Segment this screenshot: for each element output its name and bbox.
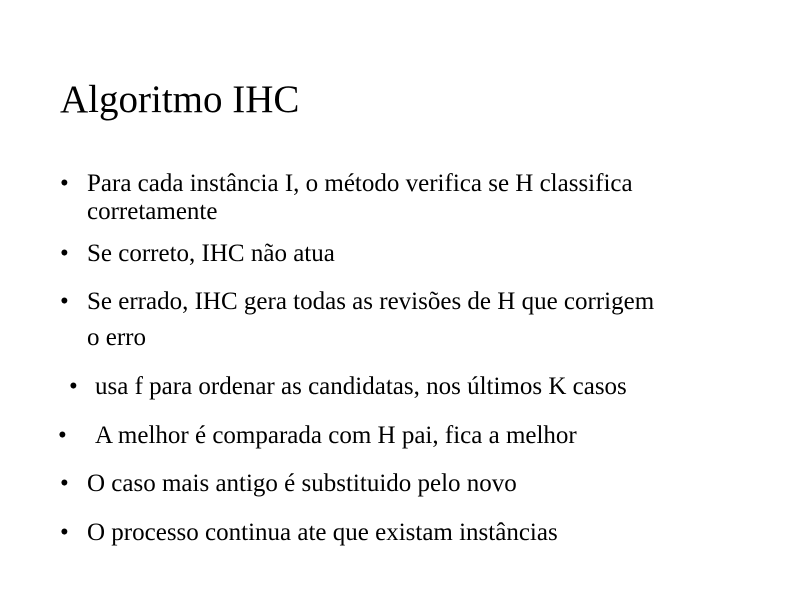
- bullet-dot: •: [60, 470, 69, 497]
- slide-title: Algoritmo IHC: [60, 78, 300, 121]
- bullet-dot: •: [60, 288, 69, 315]
- bullet-text-line-2: o erro: [87, 324, 146, 351]
- bullet-text-line-2: corretamente: [87, 198, 218, 225]
- bullet-text-line-1: Se correto, IHC não atua: [87, 240, 335, 267]
- bullet-text-line-1: Para cada instância I, o método verifica se H classifica: [87, 170, 633, 197]
- bullet-text-line-1: A melhor é comparada com H pai, fica a melhor: [95, 422, 577, 449]
- bullet-text-line-1: O processo continua ate que existam instâncias: [87, 519, 558, 546]
- bullet-text-line-1: O caso mais antigo é substituido pelo novo: [87, 470, 517, 497]
- bullet-dot: •: [60, 170, 69, 197]
- bullet-dot: •: [60, 519, 69, 546]
- bullet-text-line-1: usa f para ordenar as candidatas, nos últimos K casos: [95, 373, 627, 400]
- bullet-dot: •: [58, 422, 67, 449]
- bullet-dot: •: [60, 240, 69, 267]
- bullet-text-line-1: Se errado, IHC gera todas as revisões de H que corrigem: [87, 288, 655, 315]
- bullet-dot: •: [69, 373, 78, 400]
